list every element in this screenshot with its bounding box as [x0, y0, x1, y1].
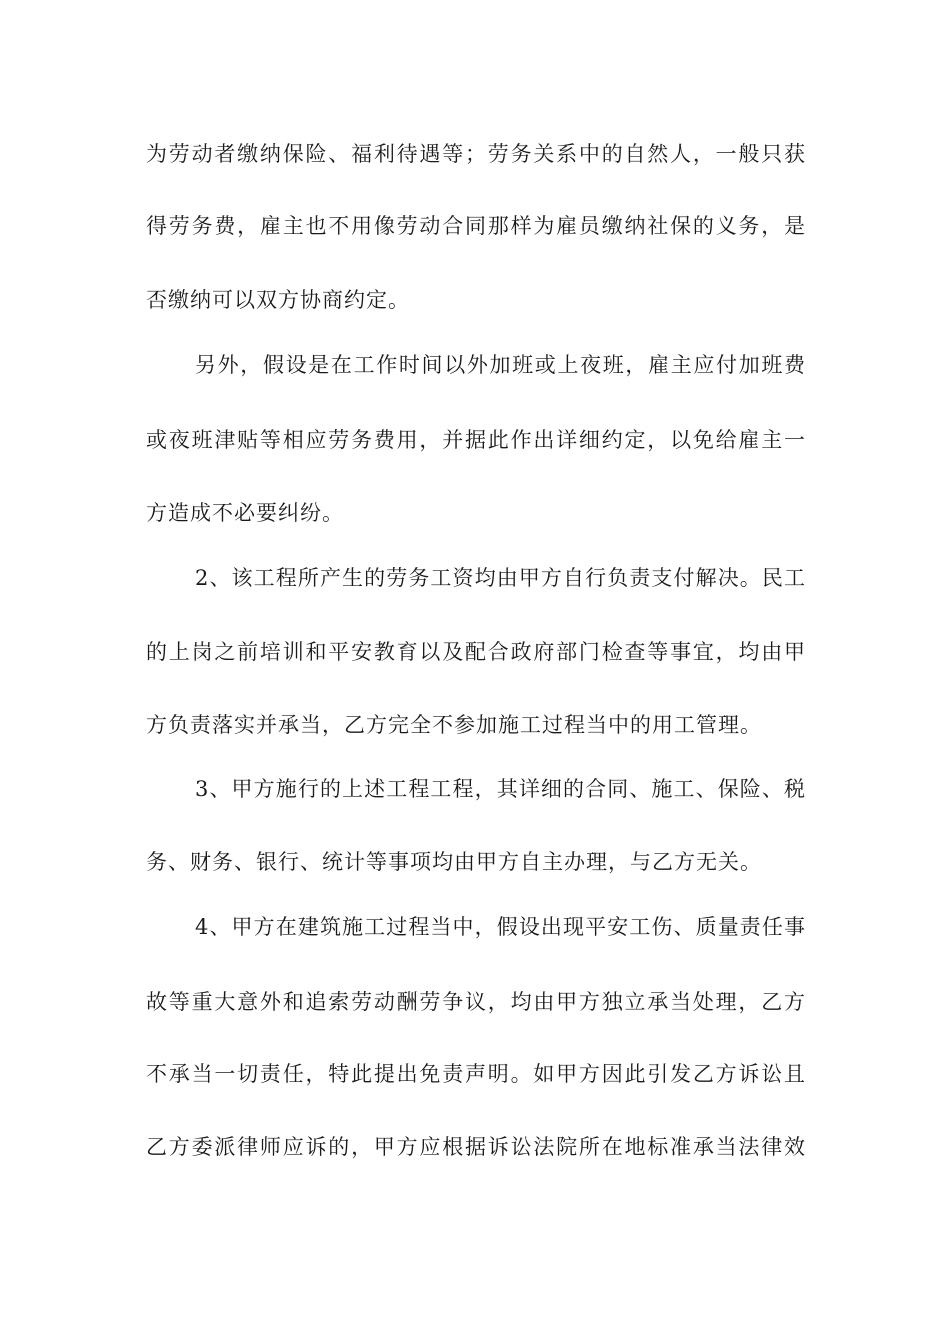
paragraph-line: 务、财务、银行、统计等事项均由甲方自主办理，与乙方无关。 [146, 850, 762, 874]
paragraph-line: 否缴纳可以双方协商约定。 [146, 288, 410, 312]
paragraph-line: 方造成不必要纠纷。 [146, 501, 344, 525]
paragraph-line: 为劳动者缴纳保险、福利待遇等；劳务关系中的自然人，一般只获 [146, 142, 806, 166]
paragraph-line: 或夜班津贴等相应劳务费用，并据此作出详细约定，以免给雇主一 [146, 428, 806, 452]
paragraph-line: 得劳务费，雇主也不用像劳动合同那样为雇员缴纳社保的义务，是 [146, 214, 806, 238]
paragraph-line: 不承当一切责任，特此提出免责声明。如甲方因此引发乙方诉讼且 [146, 1062, 806, 1086]
paragraph-line: 乙方委派律师应诉的，甲方应根据诉讼法院所在地标准承当法律效 [146, 1135, 806, 1159]
paragraph-line: 另外，假设是在工作时间以外加班或上夜班，雇主应付加班费 [195, 353, 806, 377]
paragraph-line: 3、甲方施行的上述工程工程，其详细的合同、施工、保险、税 [195, 777, 806, 801]
paragraph-line: 4、甲方在建筑施工过程当中，假设出现平安工伤、质量责任事 [195, 915, 806, 939]
paragraph-line: 故等重大意外和追索劳动酬劳争议，均由甲方独立承当处理，乙方 [146, 990, 806, 1014]
paragraph-line: 方负责落实并承当，乙方完全不参加施工过程当中的用工管理。 [146, 713, 762, 737]
paragraph-line: 2、该工程所产生的劳务工资均由甲方自行负责支付解决。民工 [195, 566, 806, 590]
paragraph-line: 的上岗之前培训和平安教育以及配合政府部门检查等事宜，均由甲 [146, 640, 806, 664]
